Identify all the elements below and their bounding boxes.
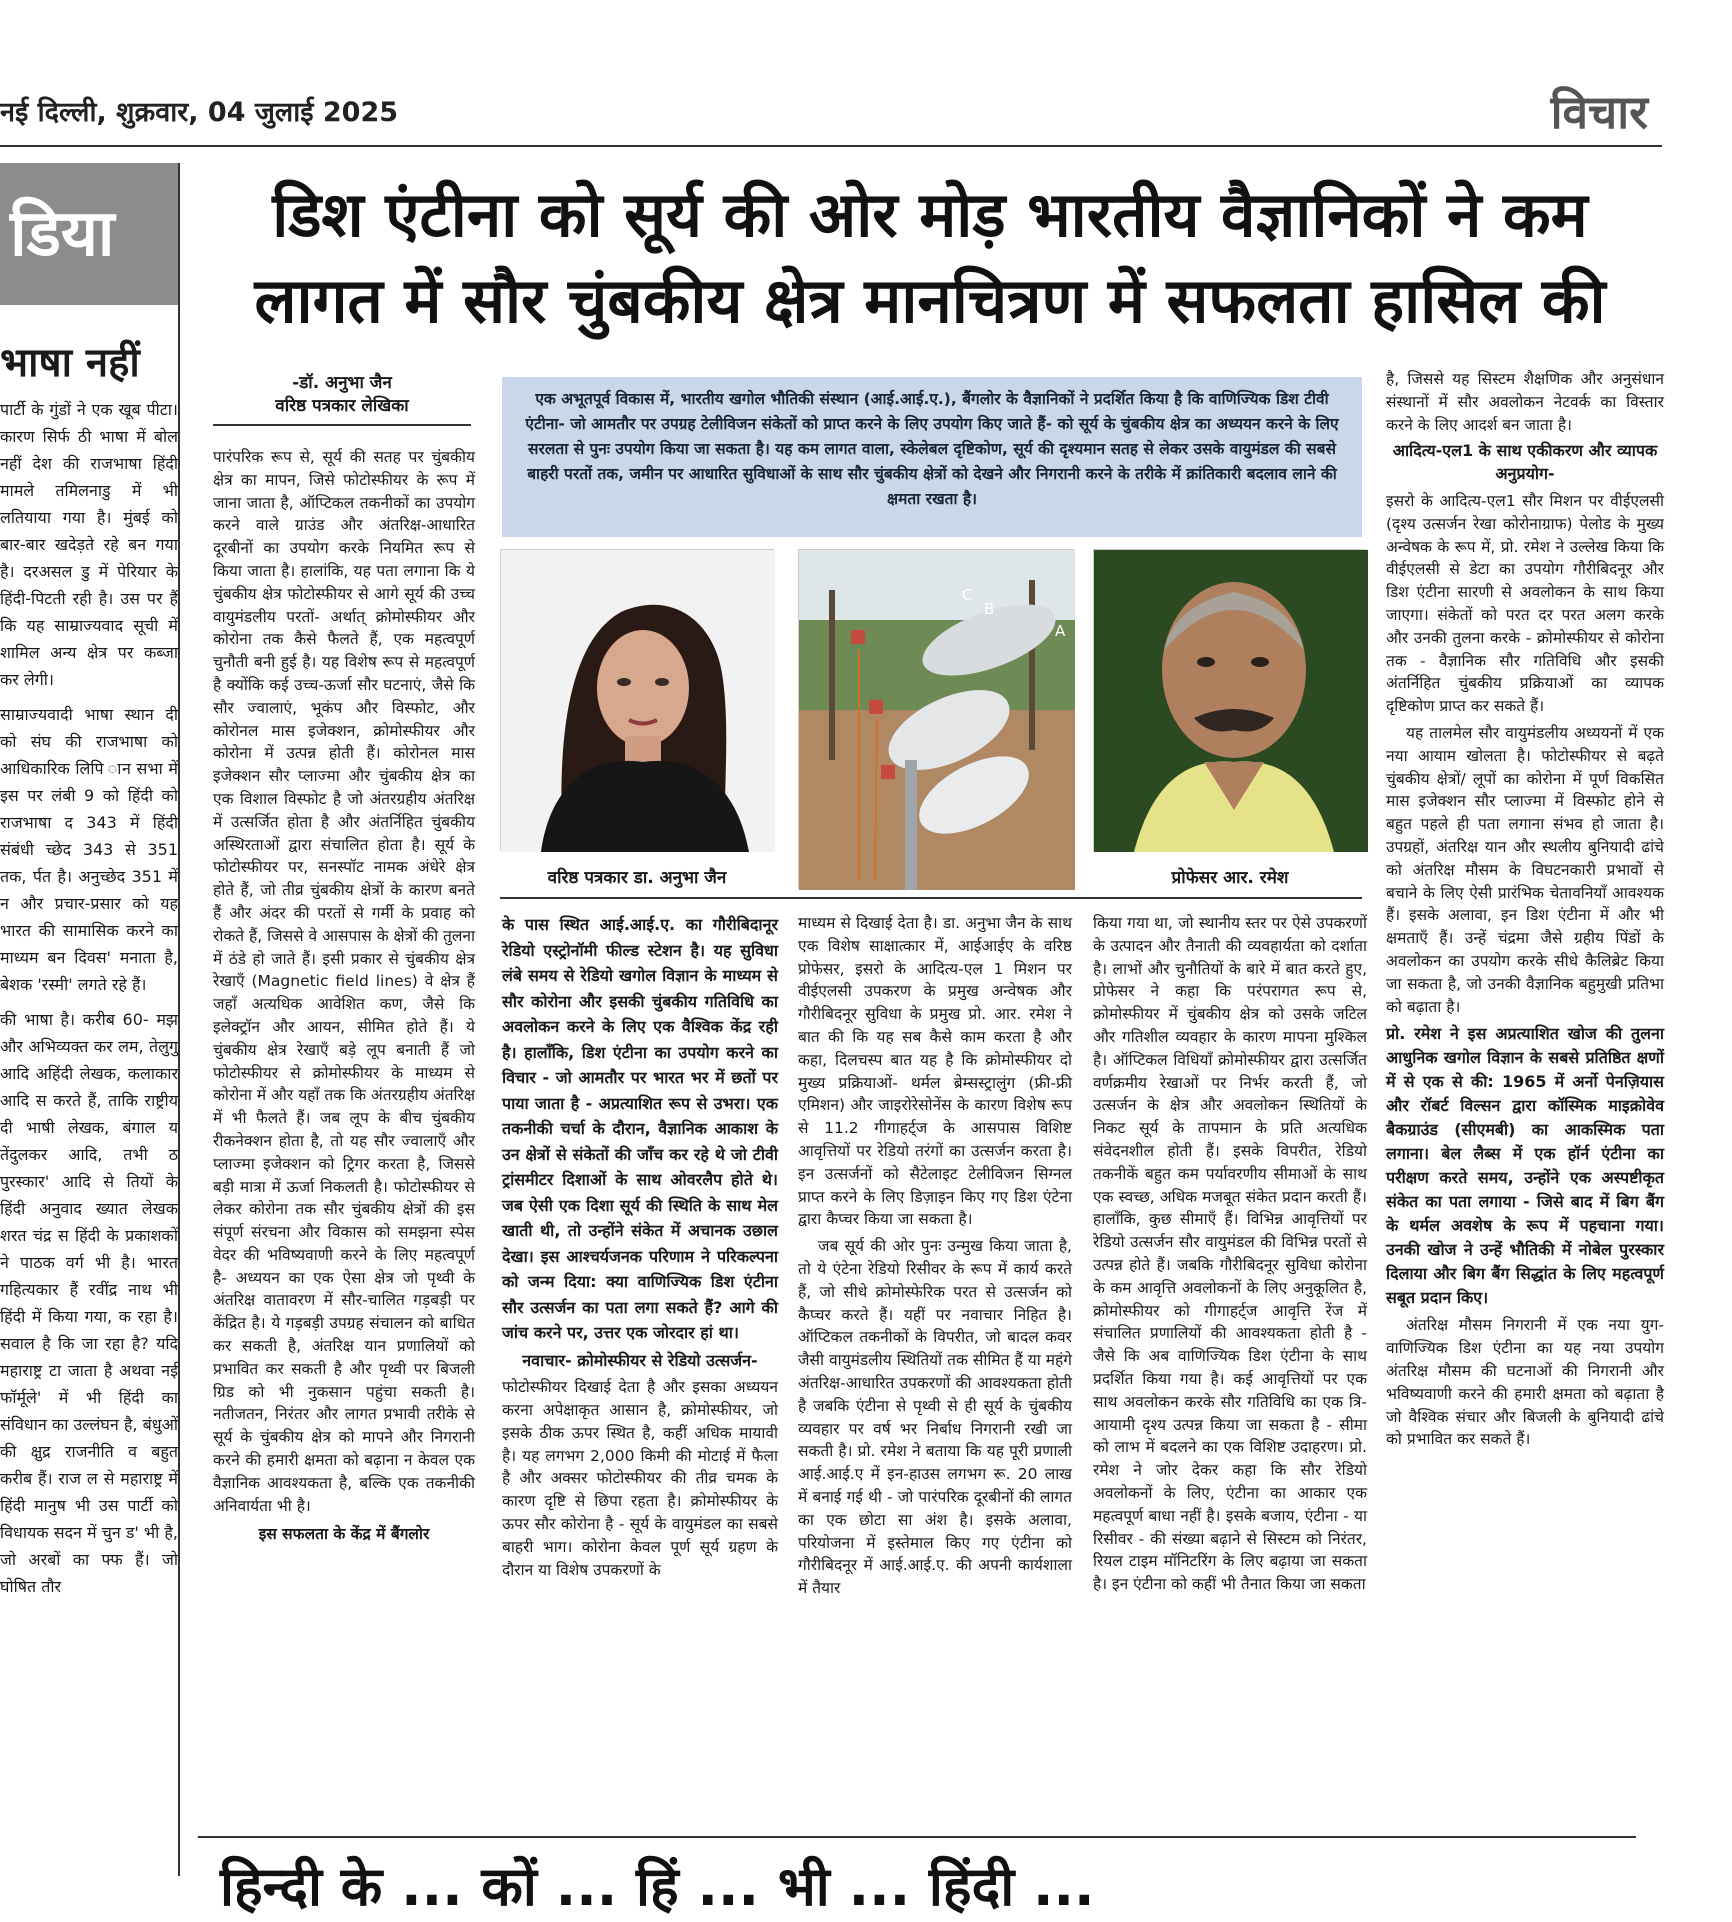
column-paragraph: है, जिससे यह सिस्टम शैक्षणिक और अनुसंधान संस्थानों में सौर अवलोकन नेटवर्क का विस्तार करने के लिए आदर्श बन जाता है। — [1386, 370, 1664, 434]
top-rule — [0, 145, 1662, 147]
antenna-label-a: A — [1055, 622, 1066, 640]
column-paragraph: इसरो के आदित्य-एल1 सौर मिशन पर वीईएलसी (दृश्य उत्सर्जन रेखा कोरोनाग्राफ) पेलोड के मुख्य अन्वेषक के रूप में, प्रो. रमेश ने उल्लेख किया कि वीईएलसी से डेटा का उपयोग गौरीबिदनूर और डिश एंटीना सारणी से अवलोकन के साथ किया जाएगा। संकेतों को परत दर परत अलग करके और उनकी तुलना करके - क्रोमोस्फीयर से कोरोना तक - वैज्ञानिक सौर गतिविधि और इसकी अंतर्निहित चुंबकीय प्रक्रियाओं का व्यापक दृष्टिकोण प्राप्त कर सकते हैं। — [1386, 491, 1664, 716]
column-paragraph: इस सफलता के केंद्र में बैंगलोर — [258, 1525, 430, 1544]
article-column-1 — [213, 446, 475, 1834]
article-column-5 — [1386, 368, 1664, 1834]
previous-article-body — [0, 396, 178, 1600]
column-subheading: आदित्य-एल1 के साथ एकीकरण और व्यापक अनुप्रयोग- — [1392, 441, 1658, 484]
previous-article-column — [0, 163, 180, 1876]
column-paragraph: के पास स्थित आई.आई.ए. का गौरीबिदानूर रेडियो एस्ट्रोनॉमी फील्ड स्टेशन है। यह सुविधा लंबे समय से रेडियो खगोल विज्ञान के माध्यम से सौर कोरोना और इसकी चुंबकीय गतिविधि का अवलोकन करने के लिए एक वैश्विक केंद्र रही है। हालाँकि, डिश एंटीना का उपयोग करने का विचार - जो आमतौर पर भारत भर में छतों पर पाया जाता है - अप्रत्याशित रूप से उभरा। एक तकनीकी चर्चा के दौरान, वैज्ञानिक आकाश के उन क्षेत्रों से संकेतों की जाँच कर रहे थे जो टीवी ट्रांसमीटर दिशाओं के साथ ओवरलैप होते थे। जब ऐसी एक दिशा सूर्य की स्थिति के साथ मेल खाती थी, तो उन्होंने संकेत में अचानक उछाल देखा। इस आश्चर्यजनक परिणाम ने परिकल्पना को जन्म दिया: क्या वाणिज्यिक डिश एंटीना सौर उत्सर्जन का पता लगा सकते हैं? आगे की जांच करने पर, उत्तर एक जोरदार हां था। — [502, 915, 778, 1342]
antenna-label-c: C — [962, 586, 973, 604]
next-article-headline-strip: हिन्दी के ... कों ... हिं ... भी ... हिंदी ... — [220, 1855, 1095, 1918]
previous-article-headline: भाषा नहीं — [0, 340, 140, 386]
section-name: विचार — [1550, 85, 1648, 139]
column-paragraph: फोटोस्फीयर दिखाई देता है और इसका अध्ययन करना अपेक्षाकृत आसान है, क्रोमोस्फीयर, जो इसके ठीक ऊपर स्थित है, कहीं अधिक मायावी है। यह लगभग 2,000 किमी की मोटाई में फैला है और अक्सर फोटोस्फीयर की तीव्र चमक के कारण दृष्टि से छिपा रहता है। क्रोमोस्फीयर के ऊपर सौर कोरोना है - सूर्य के वायुमंडल का सबसे बाहरी भाग। कोरोना केवल पूर्ण सूर्य ग्रहण के दौरान या विशेष उपकरणों के — [502, 1378, 778, 1579]
photo-caption-anubha-jain: वरिष्ठ पत्रकार डा. अनुभा जैन — [547, 868, 727, 888]
byline-author: -डॉ. अनुभा जैन — [292, 373, 392, 393]
portrait-woman-image — [501, 550, 775, 852]
section-divider — [500, 897, 1362, 899]
article-column-4 — [1093, 912, 1367, 1834]
photo-caption-prof-ramesh: प्रोफेसर आर. रमेश — [1171, 868, 1289, 888]
bottom-rule — [198, 1836, 1636, 1838]
article-column-3 — [798, 912, 1072, 1834]
previous-article-paragraph: की भाषा है। करीब 60- मझ और अभिव्यक्त कर लम, तेलुगु आदि अहिंदी लेखक, कलाकार आदि स करते हैं, ताकि राष्ट्रीय दी भाषी लेखक, बंगाल य तेंदुलकर आदि, तभी ठ पुरस्कार' आदि से तियों के हिंदी अनुवाद ख्यात लेखक शरत चंद्र स हिंदी के प्रकाशकों ने पाठक वर्ग भी है। भारत गहित्यकार हैं रवींद्र नाथ भी हिंदी में किया गया, क रहा है। सवाल है कि जा रहा है? यदि महाराष्ट्र टा जाता है अथवा नई फॉर्मूले' में भी हिंदी का संविधान का उल्लंघन है, बंधुओं की क्षुद्र राजनीति व बहुत करीब हैं। राज ल से महाराष्ट्र में हिंदी मानुष भी उस पार्टी को विधायक सदन में चुन ड' भी है, जो अरबों का फ्फ हैं। जो घोषित तौर — [0, 1010, 178, 1596]
antenna-label-b: B — [984, 600, 995, 618]
column-paragraph: माध्यम से दिखाई देता है। डा. अनुभा जैन के साथ एक विशेष साक्षात्कार में, आईआईए के वरिष्ठ प्रोफेसर, इसरो के आदित्य-एल 1 मिशन पर वीईएलसी उपकरण के प्रमुख अन्वेषक और गौरीबिदनूर सुविधा के प्रमुख प्रो. आर. रमेश ने बात की कि यह सब कैसे काम करता है और कहा, दिलचस्प बात यह है कि क्रोमोस्फीयर दो मुख्य प्रक्रियाओं- थर्मल ब्रेम्सस्ट्रालुंग (फ्री-फ्री एमिशन) और जाइरोरेसोनेंस के कारण विशेष रूप से 11.2 गीगाहर्ट्ज के आसपास विशिष्ट आवृत्तियों पर रेडियो तरंगों का उत्सर्जन करता है। इन उत्सर्जनों को सैटेलाइट टेलीविजन सिग्नल प्राप्त करने के लिए डिज़ाइन किए गए डिश एंटेना द्वारा कैप्चर किया जा सकता है। — [798, 914, 1072, 1229]
photo-anubha-jain — [500, 549, 774, 851]
column-paragraph: किया गया था, जो स्थानीय स्तर पर ऐसे उपकरणों के उत्पादन और तैनाती की व्यवहार्यता को दर्शाता है। लाभों और चुनौतियों के बारे में बात करते हुए, प्रोफेसर ने कहा कि परंपरागत रूप से, क्रोमोस्फीयर में चुंबकीय क्षेत्र को उसके जटिल और गतिशील व्यवहार के कारण मापना मुश्किल है। ऑप्टिकल विधियाँ क्रोमोस्फीयर द्वारा उत्सर्जित वर्णक्रमीय रेखाओं पर निर्भर करती हैं, जो उत्सर्जन के क्षेत्र और अवलोकन स्थितियों के निकट सूर्य के तापमान के प्रति अत्यधिक संवेदनशील होती हैं। इसके विपरीत, रेडियो तकनीकें बहुत कम पर्यावरणीय सीमाओं के साथ एक स्वच्छ, अधिक मजबूत संकेत प्रदान करती हैं। हालाँकि, कुछ सीमाएँ हैं। विभिन्न आवृत्तियों पर रेडियो उत्सर्जन सौर वायुमंडल की विभिन्न परतों से उत्पन्न होते हैं। जबकि गौरीबिदनूर सुविधा कोरोना के कम आवृत्ति अवलोकनों के लिए अनुकूलित है, क्रोमोस्फीयर को गीगाहर्ट्ज आवृत्ति रेंज में संचालित प्रणालियों की आवश्यकता होती है - जैसे कि अब वाणिज्यिक डिश एंटीना के साथ प्रदर्शित किया गया है। कई आवृत्तियों पर एक साथ अवलोकन करके सौर गतिविधि का एक त्रि-आयामी दृश्य उत्पन्न किया जा सकता है - सीमा को लाभ में बदलने का एक विशिष्ट उदाहरण। प्रो. रमेश ने जोर देकर कहा कि सौर रेडियो अवलोकनों के लिए, एंटीना का आकार एक महत्वपूर्ण बाधा नहीं है। इसके बजाय, एंटीना - या रिसीवर - की संख्या बढ़ाने से सिस्टम को निरंतर, रियल टाइम मॉनिटरिंग के लिए बढ़ाया जा सकता है। इन एंटीना को कहीं भी तैनात किया जा सकता — [1093, 914, 1367, 1594]
date-line: नई दिल्ली, शुक्रवार, 04 जुलाई 2025 — [0, 97, 399, 128]
photo-dish-antennas — [798, 549, 1074, 889]
column-paragraph: जब सूर्य की ओर पुनः उन्मुख किया जाता है, तो ये एंटेना रेडियो रिसीवर के रूप में कार्य करते हैं, जो सीधे क्रोमोस्फेरिक परत से उत्सर्जन को कैप्चर करते हैं। यहीं पर नवाचार निहित है। ऑप्टिकल तकनीकों के विपरीत, जो बादल कवर जैसी वायुमंडलीय स्थितियों तक सीमित हैं या महंगे अंतरिक्ष-आधारित उपकरणों की आवश्यकता होती है जबकि एंटीना से पृथ्वी से ही सूर्य के चुंबकीय व्यवहार पर वर्ष भर निर्बाध निगरानी रखी जा सकती है। प्रो. रमेश ने बताया कि यह पूरी प्रणाली आई.आई.ए में इन-हाउस लगभग रू. 20 लाख में बनाई गई थी - जो पारंपरिक दूरबीनों की लागत का एक छोटा सा अंश है। इसके अलावा, परियोजना में इस्तेमाल किए गए एंटीना को गौरीबिदनूर में आई.आई.ए. की अपनी कार्यशाला में तैयार — [798, 1237, 1072, 1598]
column-paragraph: यह तालमेल सौर वायुमंडलीय अध्ययनों में एक नया आयाम खोलता है। फोटोस्फीयर से बढ़ते चुंबकीय क्षेत्रों/ लूपों का कोरोना में पूर्ण विकसित मास इजेक्शन सौर प्लाज्मा में विस्फोट होने से बहुत पहले ही पता लगाना संभव हो जाता है। उपग्रहों, अंतरिक्ष यान और स्थलीय बुनियादी ढांचे को अंतरिक्ष मौसम के विघटनकारी प्रभावों से बचाने के लिए ऐसी प्रारंभिक चेतावनियाँ आवश्यक हैं। इसके अलावा, इन डिश एंटीना में और भी क्षमताएँ हैं। उन्हें चंद्रमा जैसे ग्रहीय पिंडों के अवलोकन का उपयोग करके सीधे कैलिब्रेट किया जा सकता है, जो उनकी वैज्ञानिक बहुमुखी प्रतिभा को बढ़ाता है। — [1386, 723, 1664, 1016]
dish-antenna-array-image — [799, 550, 1075, 890]
byline — [213, 372, 471, 426]
column-paragraph: अंतरिक्ष मौसम निगरानी में एक नया युग- वाणिज्यिक डिश एंटीना का यह नया उपयोग अंतरिक्ष मौसम की घटनाओं की निगरानी और भविष्यवाणी करने की हमारी क्षमता को बढ़ाता है जो वैश्विक संचार और बिजली के बुनियादी ढांचे को प्रभावित कर सकते हैं। — [1386, 1316, 1664, 1449]
article-headline: डिश एंटीना को सूर्य की ओर मोड़ भारतीय वैज्ञानिकों ने कम लागत में सौर चुंबकीय क्षेत्र मानचित्रण में सफलता हासिल की — [254, 178, 1606, 337]
previous-article-paragraph: साम्राज्यवादी भाषा स्थान दी को संघ की राजभाषा को आधिकारिक लिपि ान सभा में इस पर लंबी 9 को हिंदी को राजभाषा द 343 में हिंदी संबंधी च्छेद 343 से 351 तक, र्पत है। अनुच्छेद 351 में न और प्रचार-प्रसार को यह भारत की सामासिक करने का माध्यम बन दिवस' मनाता है, बेशक 'रस्मी' लगते रहे हैं। — [0, 705, 178, 994]
previous-article-banner: डिया — [0, 163, 178, 305]
column-paragraph: प्रो. रमेश ने इस अप्रत्याशित खोज की तुलना आधुनिक खगोल विज्ञान के सबसे प्रतिष्ठित क्षणों में से एक से की: 1965 में अर्नो पेनज़ियास और रॉबर्ट विल्सन द्वारा कॉस्मिक माइक्रोवेव बैकग्राउंड (सीएमबी) का आकस्मिक पता लगाना। बेल लैब्स में एक हॉर्न एंटीना का परीक्षण करते समय, उन्होंने एक अस्पष्टीकृत संकेत का पता लगाया - जिसे बाद में बिग बैंग के थर्मल अवशेष के रूप में पहचाना गया। उनकी खोज ने उन्हें भौतिकी में नोबेल पुरस्कार दिलाया और बिग बैंग सिद्धांत के लिए महत्वपूर्ण सबूत प्रदान किए। — [1386, 1024, 1664, 1308]
portrait-man-image — [1094, 550, 1368, 852]
photo-prof-ramesh — [1093, 549, 1367, 851]
column-paragraph: पारंपरिक रूप से, सूर्य की सतह पर चुंबकीय क्षेत्र का मापन, जिसे फोटोस्फीयर के रूप में जाना जाता है, ऑप्टिकल तकनीकों का उपयोग करने वाले ग्राउंड और अंतरिक्ष-आधारित दूरबीनों का उपयोग करके नियमित रूप से किया जाता है। हालांकि, यह पता लगाना कि ये चुंबकीय क्षेत्र फोटोस्फीयर से आगे सूर्य की उच्च वायुमंडलीय परतों- अर्थात् क्रोमोस्फीयर और कोरोना तक कैसे फैलते हैं, एक महत्वपूर्ण चुनौती बनी हुई है। यह विशेष रूप से महत्वपूर्ण है क्योंकि कई उच्च-ऊर्जा सौर घटनाएं, जैसे कि सौर ज्वालाएं, भूकंप और विस्फोट, और कोरोनल मास इजेक्शन, क्रोमोस्फीयर और कोरोना में उत्पन्न होती हैं। कोरोनल मास इजेक्शन सौर प्लाज्मा और चुंबकीय क्षेत्र का एक विशाल विस्फोट है जो अंतरग्रहीय अंतरिक्ष में उत्सर्जित होता है और अंतर्निहित चुंबकीय अस्थिरताओं द्वारा संचालित होता है। सूर्य के फोटोस्फीयर पर, सनस्पॉट नामक अंधेरे क्षेत्र होते हैं, जो तीव्र चुंबकीय क्षेत्रों के कारण बनते हैं और अंदर की परतों से गर्मी के प्रवाह को रोकते हैं, जिससे वे आसपास के क्षेत्रों की तुलना में ठंडे हो जाते हैं। इसी प्रकार से चुंबकीय क्षेत्र रेखाएँ (Magnetic field lines) वे क्षेत्र हैं जहाँ अत्यधिक आवेशित कण, जैसे कि इलेक्ट्रॉन और आयन, सीमित होते हैं। ये चुंबकीय क्षेत्र रेखाएँ बड़े लूप बनाती हैं जो फोटोस्फीयर से क्रोमोस्फीयर के माध्यम से कोरोना में और यहाँ तक कि अंतरग्रहीय अंतरिक्ष में भी फैलते हैं। जब लूप के बीच चुंबकीय रीकनेक्शन होता है, तो यह सौर ज्वालाएँ और प्लाज्मा इजेक्शन को ट्रिगर करता है, जिससे बड़ी मात्रा में ऊर्जा निकलती है। फोटोस्फीयर से लेकर कोरोना तक सौर चुंबकीय क्षेत्रों की इस संपूर्ण संरचना और विकास को समझना स्पेस वेदर की भविष्यवाणी करने के लिए महत्वपूर्ण है- अध्ययन का एक ऐसा क्षेत्र जो पृथ्वी के अंतरिक्ष वातावरण में सौर-चालित गड़बड़ी पर केंद्रित है। ये गड़बड़ी उपग्रह संचालन को बाधित कर सकती है, अंतरिक्ष यान प्रणालियों को प्रभावित कर सकती है और पृथ्वी पर बिजली ग्रिड को भी नुकसान पहुंचा सकती है। नतीजतन, निरंतर और लागत प्रभावी तरीके से सूर्य के चुंबकीय क्षेत्र को मापने और निगरानी करने की हमारी क्षमता को बढ़ाना न केवल एक वैज्ञानिक आवश्यकता है, बल्कि एक तकनीकी अनिवार्यता भी है। — [213, 448, 475, 1515]
previous-article-paragraph: पार्टी के गुंडों ने एक खूब पीटा। कारण सिर्फ ठी भाषा में बोल नहीं देश की राजभाषा हिंदी मामले तमिलनाडु में भी लतियाया गया है। मुंबई को बार-बार खदेड़ते रहे बन गया है। दरअसल डु में पेरियार के हिंदी-पिटती रही है। उस पर हैं कि यह साम्राज्यवाद सूची में शामिल अन्य क्षेत्र पर कब्जा कर लेगी। — [0, 400, 178, 689]
article-column-2 — [502, 912, 778, 1834]
column-subheading: नवाचार- क्रोमोस्फीयर से रेडियो उत्सर्जन- — [522, 1350, 758, 1370]
intro-summary-box: एक अभूतपूर्व विकास में, भारतीय खगोल भौतिकी संस्थान (आई.आई.ए.), बैंगलोर के वैज्ञानिकों ने प्रदर्शित किया है कि वाणिज्यिक डिश टीवी एंटीना- जो आमतौर पर उपग्रह टेलीविजन संकेतों को प्राप्त करने के लिए उपयोग किए जाते हैं- को सूर्य के चुंबकीय क्षेत्र का अध्ययन करने के लिए सरलता से पुनः उपयोग किया जा सकता है। यह कम लागत वाला, स्केलेबल दृष्टिकोण, सूर्य की दृश्यमान सतह से लेकर उसके वायुमंडल की सबसे बाहरी परतों तक, जमीन पर आधारित सुविधाओं के साथ सौर चुंबकीय क्षेत्रों को देखने और निगरानी करने के तरीके में क्रांतिकारी बदलाव लाने की क्षमता रखता है। — [502, 377, 1362, 537]
byline-role: वरिष्ठ पत्रकार लेखिका — [275, 396, 409, 416]
